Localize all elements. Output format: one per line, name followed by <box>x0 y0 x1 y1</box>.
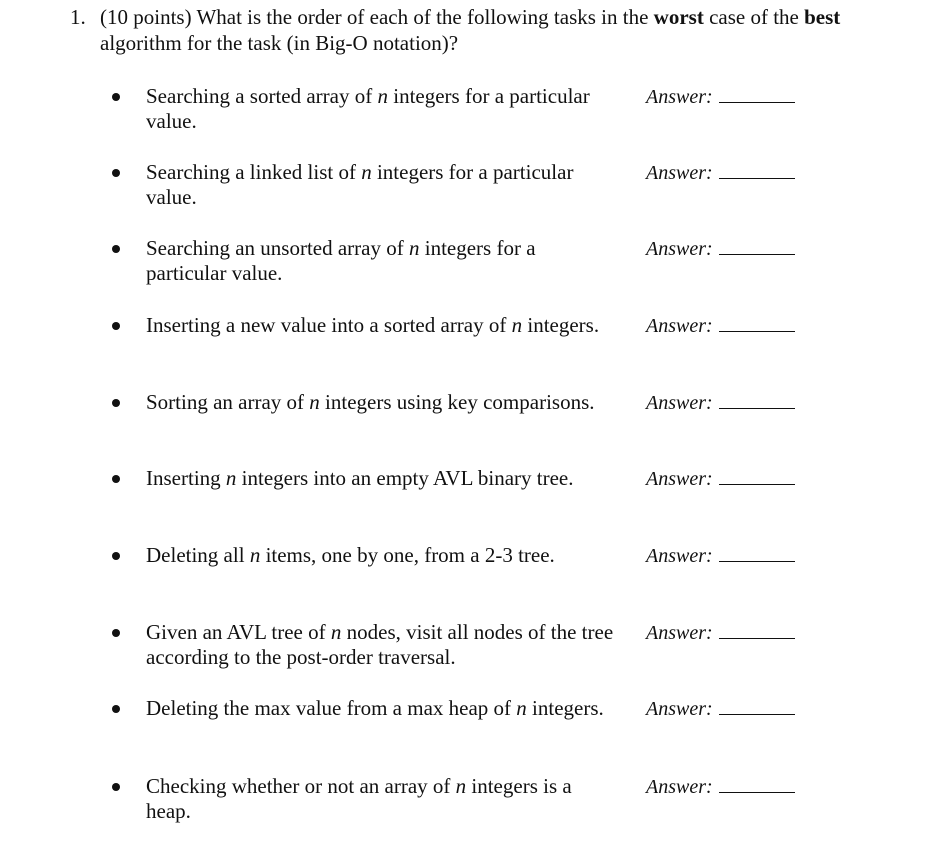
answer-blank[interactable] <box>719 696 795 715</box>
answer-label: Answer: <box>646 86 713 108</box>
prompt-bold-worst: worst <box>653 5 704 29</box>
bullet-icon <box>112 783 120 791</box>
task-text <box>146 160 596 210</box>
task-text-after: nodes, visit all nodes of the tree according to the post-order traversal. <box>146 620 614 669</box>
task-text-before: Deleting all <box>146 543 250 567</box>
task-text <box>146 620 616 670</box>
answer-label: Answer: <box>646 622 713 644</box>
answer-blank[interactable] <box>719 313 795 332</box>
bullet-icon <box>112 475 120 483</box>
task-var: n <box>516 696 527 720</box>
answer-label: Answer: <box>646 238 713 260</box>
answer-field <box>646 466 795 492</box>
answer-field <box>646 543 795 569</box>
task-text-after: integers into an empty AVL binary tree. <box>236 466 574 490</box>
answer-blank[interactable] <box>719 160 795 179</box>
task-var: n <box>249 543 261 567</box>
task-text-after: integers using key comparisons. <box>319 390 595 414</box>
answer-field <box>646 84 795 110</box>
task-text-after: integers. <box>526 696 604 720</box>
bullet-icon <box>112 705 120 713</box>
answer-field <box>646 313 795 339</box>
task-var: n <box>511 313 523 337</box>
task-text-after: integers for a particular value. <box>146 160 574 209</box>
question-number: 1. <box>70 5 86 29</box>
task-text-before: Checking whether or not an array of <box>146 774 456 798</box>
question-prompt <box>100 4 890 56</box>
answer-label: Answer: <box>646 315 713 337</box>
answer-blank[interactable] <box>719 390 795 409</box>
task-text-after: integers for a particular value. <box>146 84 590 133</box>
task-text-after: items, one by one, from a 2-3 tree. <box>260 543 555 567</box>
task-text-after: integers is a heap. <box>146 774 572 823</box>
task-var: n <box>225 466 237 490</box>
task-text <box>146 696 641 721</box>
answer-label: Answer: <box>646 776 713 798</box>
answer-field <box>646 774 795 800</box>
bullet-icon <box>112 322 120 330</box>
task-text <box>146 466 636 491</box>
answer-field <box>646 390 795 416</box>
question-1 <box>70 4 890 56</box>
answer-label: Answer: <box>646 162 713 184</box>
task-text-before: Deleting the max value from a max heap of <box>146 696 517 720</box>
task-text <box>146 84 616 134</box>
answer-field <box>646 696 795 722</box>
answer-blank[interactable] <box>719 84 795 103</box>
task-var: n <box>330 620 342 644</box>
answer-label: Answer: <box>646 698 713 720</box>
answer-label: Answer: <box>646 545 713 567</box>
answer-label: Answer: <box>646 468 713 490</box>
task-text <box>146 390 636 415</box>
prompt-bold-best: best <box>804 5 841 29</box>
bullet-icon <box>112 93 120 101</box>
task-text <box>146 774 606 824</box>
task-text-after: integers. <box>522 313 600 337</box>
task-text <box>146 313 636 338</box>
answer-blank[interactable] <box>719 236 795 255</box>
answer-label: Answer: <box>646 392 713 414</box>
task-text-after: integers for a particular value. <box>146 236 536 285</box>
bullet-icon <box>112 399 120 407</box>
task-text <box>146 543 636 568</box>
prompt-part-3: algorithm for the task (in Big-O notation)? <box>100 31 459 55</box>
task-var: n <box>309 390 320 414</box>
task-text <box>146 236 566 286</box>
task-text-before: Searching a sorted array of <box>146 84 378 108</box>
bullet-icon <box>112 552 120 560</box>
answer-blank[interactable] <box>719 774 795 793</box>
task-var: n <box>361 160 372 184</box>
task-text-before: Searching an unsorted array of <box>146 236 409 260</box>
task-var: n <box>377 84 388 108</box>
task-text-before: Searching a linked list of <box>146 160 362 184</box>
answer-field <box>646 620 795 646</box>
task-var: n <box>455 774 467 798</box>
bullet-icon <box>112 169 120 177</box>
answer-blank[interactable] <box>719 543 795 562</box>
task-text-before: Inserting a new value into a sorted array of <box>146 313 512 337</box>
task-text-before: Sorting an array of <box>146 390 310 414</box>
answer-field <box>646 236 795 262</box>
task-var: n <box>408 236 420 260</box>
task-text-before: Inserting <box>146 466 226 490</box>
bullet-icon <box>112 629 120 637</box>
answer-field <box>646 160 795 186</box>
answer-blank[interactable] <box>719 466 795 485</box>
prompt-part-1: (10 points) What is the order of each of the following tasks in the <box>100 5 654 29</box>
prompt-part-2: case of the <box>703 5 805 29</box>
task-text-before: Given an AVL tree of <box>146 620 331 644</box>
answer-blank[interactable] <box>719 620 795 639</box>
bullet-icon <box>112 245 120 253</box>
